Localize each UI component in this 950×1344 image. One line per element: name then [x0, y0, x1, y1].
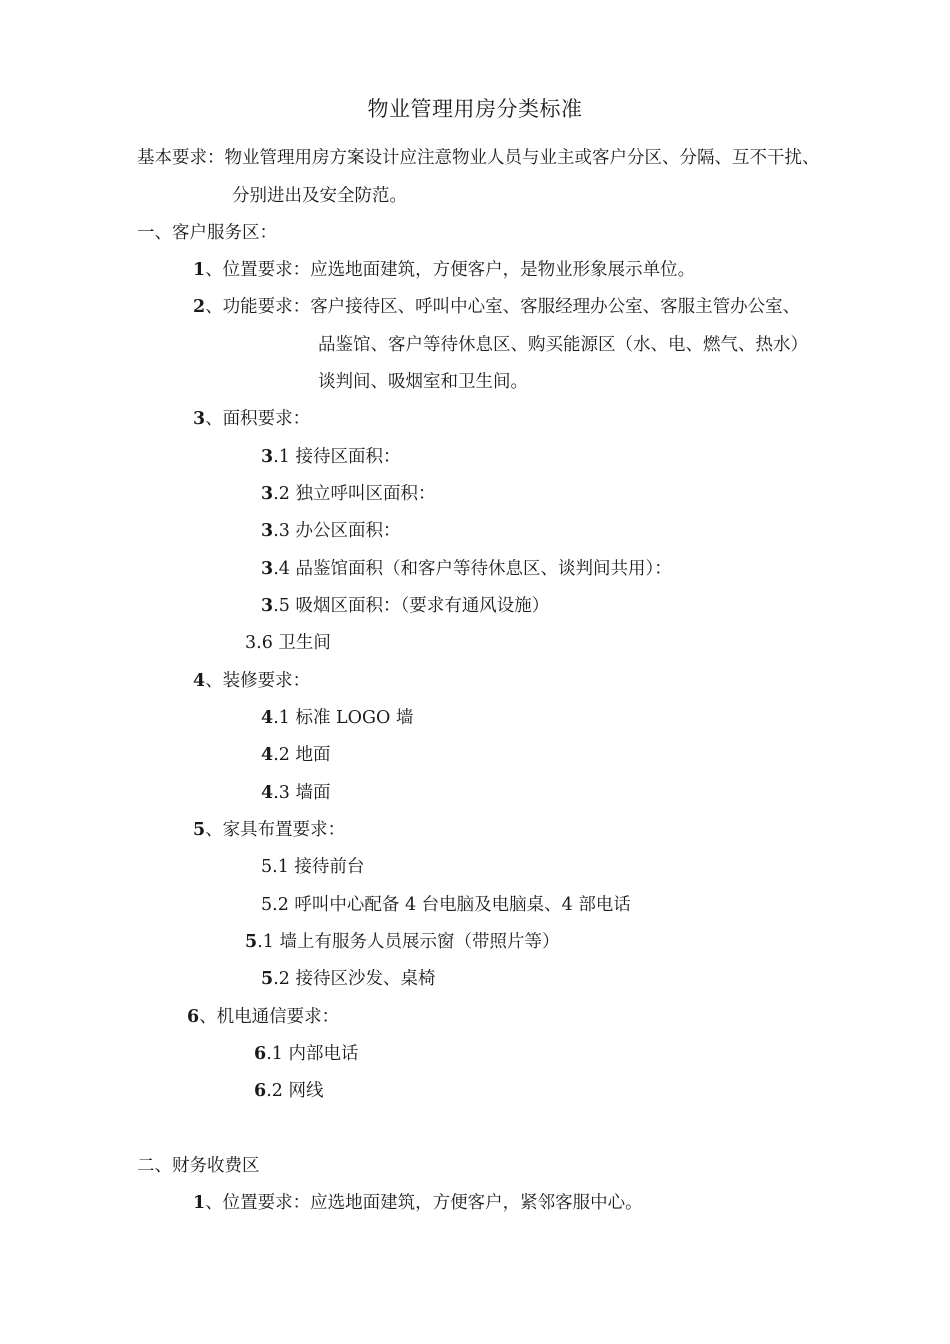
s1-item-6-num: 6	[187, 1007, 200, 1027]
s1-item-3-sub	[261, 557, 672, 581]
sub-text: .2 接待区沙发、桌椅	[273, 969, 436, 989]
sub-num: 3	[261, 484, 274, 504]
s1-item-4	[193, 669, 310, 693]
s1-item-2	[193, 295, 800, 319]
s1-item-5-text: 、家具布置要求：	[205, 820, 346, 840]
s1-item-5-sub	[261, 967, 435, 991]
sub-num: 6	[254, 1044, 267, 1064]
s1-item-1-num: 1	[193, 260, 206, 280]
s2-item-1-text: 、位置要求：应选地面建筑，方便客户，紧邻客服中心。	[205, 1193, 643, 1213]
sub-text: 3.6 卫生间	[245, 633, 331, 653]
sub-num: 3	[261, 596, 274, 616]
s1-item-3-sub	[261, 594, 549, 618]
sub-text: .5 吸烟区面积：（要求有通风设施）	[273, 596, 550, 616]
sub-num: 5	[245, 932, 258, 952]
sub-text: .1 接待区面积：	[273, 447, 401, 467]
s2-item-1	[193, 1191, 643, 1215]
s1-item-3-sub	[261, 519, 400, 543]
s1-item-3-sub	[245, 631, 331, 655]
intro-text-1: 物业管理用房方案设计应注意物业人员与业主或客户分区、分隔、互不干扰、	[224, 148, 820, 168]
sub-num: 3	[261, 447, 274, 467]
s1-item-3-num: 3	[193, 409, 206, 429]
intro-line-1	[137, 146, 820, 170]
sub-text: .2 独立呼叫区面积：	[273, 484, 436, 504]
sub-num: 3	[261, 521, 274, 541]
s1-item-5-sub	[245, 930, 559, 954]
intro-line-2: 分别进出及安全防范。	[232, 186, 407, 206]
sub-num: 6	[254, 1081, 267, 1101]
sub-num: 3	[261, 559, 274, 579]
sub-text: 5.2 呼叫中心配备 4 台电脑及电脑桌、4 部电话	[261, 895, 631, 915]
s1-item-4-sub	[261, 743, 330, 767]
s1-item-5-sub	[261, 855, 364, 879]
sub-num: 4	[261, 708, 274, 728]
sub-text: .3 办公区面积：	[273, 521, 401, 541]
s1-item-4-sub	[261, 781, 330, 805]
s1-item-5-sub	[261, 893, 631, 917]
s1-item-4-num: 4	[193, 671, 206, 691]
document-title: 物业管理用房分类标准	[367, 97, 583, 121]
s1-item-3	[193, 407, 310, 431]
section-1-heading: 一、客户服务区：	[137, 223, 277, 243]
s1-item-5-num: 5	[193, 820, 206, 840]
s1-item-2-text-1: 客户接待区、呼叫中心室、客服经理办公室、客服主管办公室、	[310, 297, 801, 317]
s1-item-4-text: 、装修要求：	[205, 671, 311, 691]
s1-item-2-text-2: 品鉴馆、客户等待休息区、购买能源区（水、电、燃气、热水）	[318, 335, 808, 355]
s1-item-3-sub	[261, 445, 400, 469]
s1-item-3-sub	[261, 482, 435, 506]
s1-item-2-text-3: 谈判间、吸烟室和卫生间。	[318, 372, 528, 392]
sub-text: .2 网线	[266, 1081, 324, 1101]
s1-item-6-sub	[254, 1079, 323, 1103]
s1-item-2-num: 2	[193, 297, 206, 317]
sub-text: .1 标准 LOGO 墙	[273, 708, 414, 728]
sub-text: .1 内部电话	[266, 1044, 359, 1064]
sub-num: 4	[261, 783, 274, 803]
s2-item-1-num: 1	[193, 1193, 206, 1213]
sub-text: .3 墙面	[273, 783, 331, 803]
sub-text: .4 品鉴馆面积（和客户等待休息区、谈判间共用）：	[273, 559, 672, 579]
sub-num: 4	[261, 745, 274, 765]
sub-num: 5	[261, 969, 274, 989]
s1-item-3-text: 、面积要求：	[205, 409, 311, 429]
s1-item-5	[193, 818, 345, 842]
sub-text: .2 地面	[273, 745, 331, 765]
s1-item-6-text: 、机电通信要求：	[199, 1007, 340, 1027]
s1-item-1	[193, 258, 695, 282]
s1-item-6-sub	[254, 1042, 358, 1066]
section-2-heading: 二、财务收费区	[137, 1156, 260, 1176]
s1-item-6	[187, 1005, 339, 1029]
sub-text: 5.1 接待前台	[261, 857, 365, 877]
intro-label: 基本要求：	[137, 148, 225, 168]
s1-item-4-sub	[261, 706, 413, 730]
sub-text: .1 墙上有服务人员展示窗（带照片等）	[257, 932, 560, 952]
s1-item-1-text: 、位置要求：应选地面建筑，方便客户，是物业形象展示单位。	[205, 260, 696, 280]
s1-item-2-label: 、功能要求：	[205, 297, 311, 317]
